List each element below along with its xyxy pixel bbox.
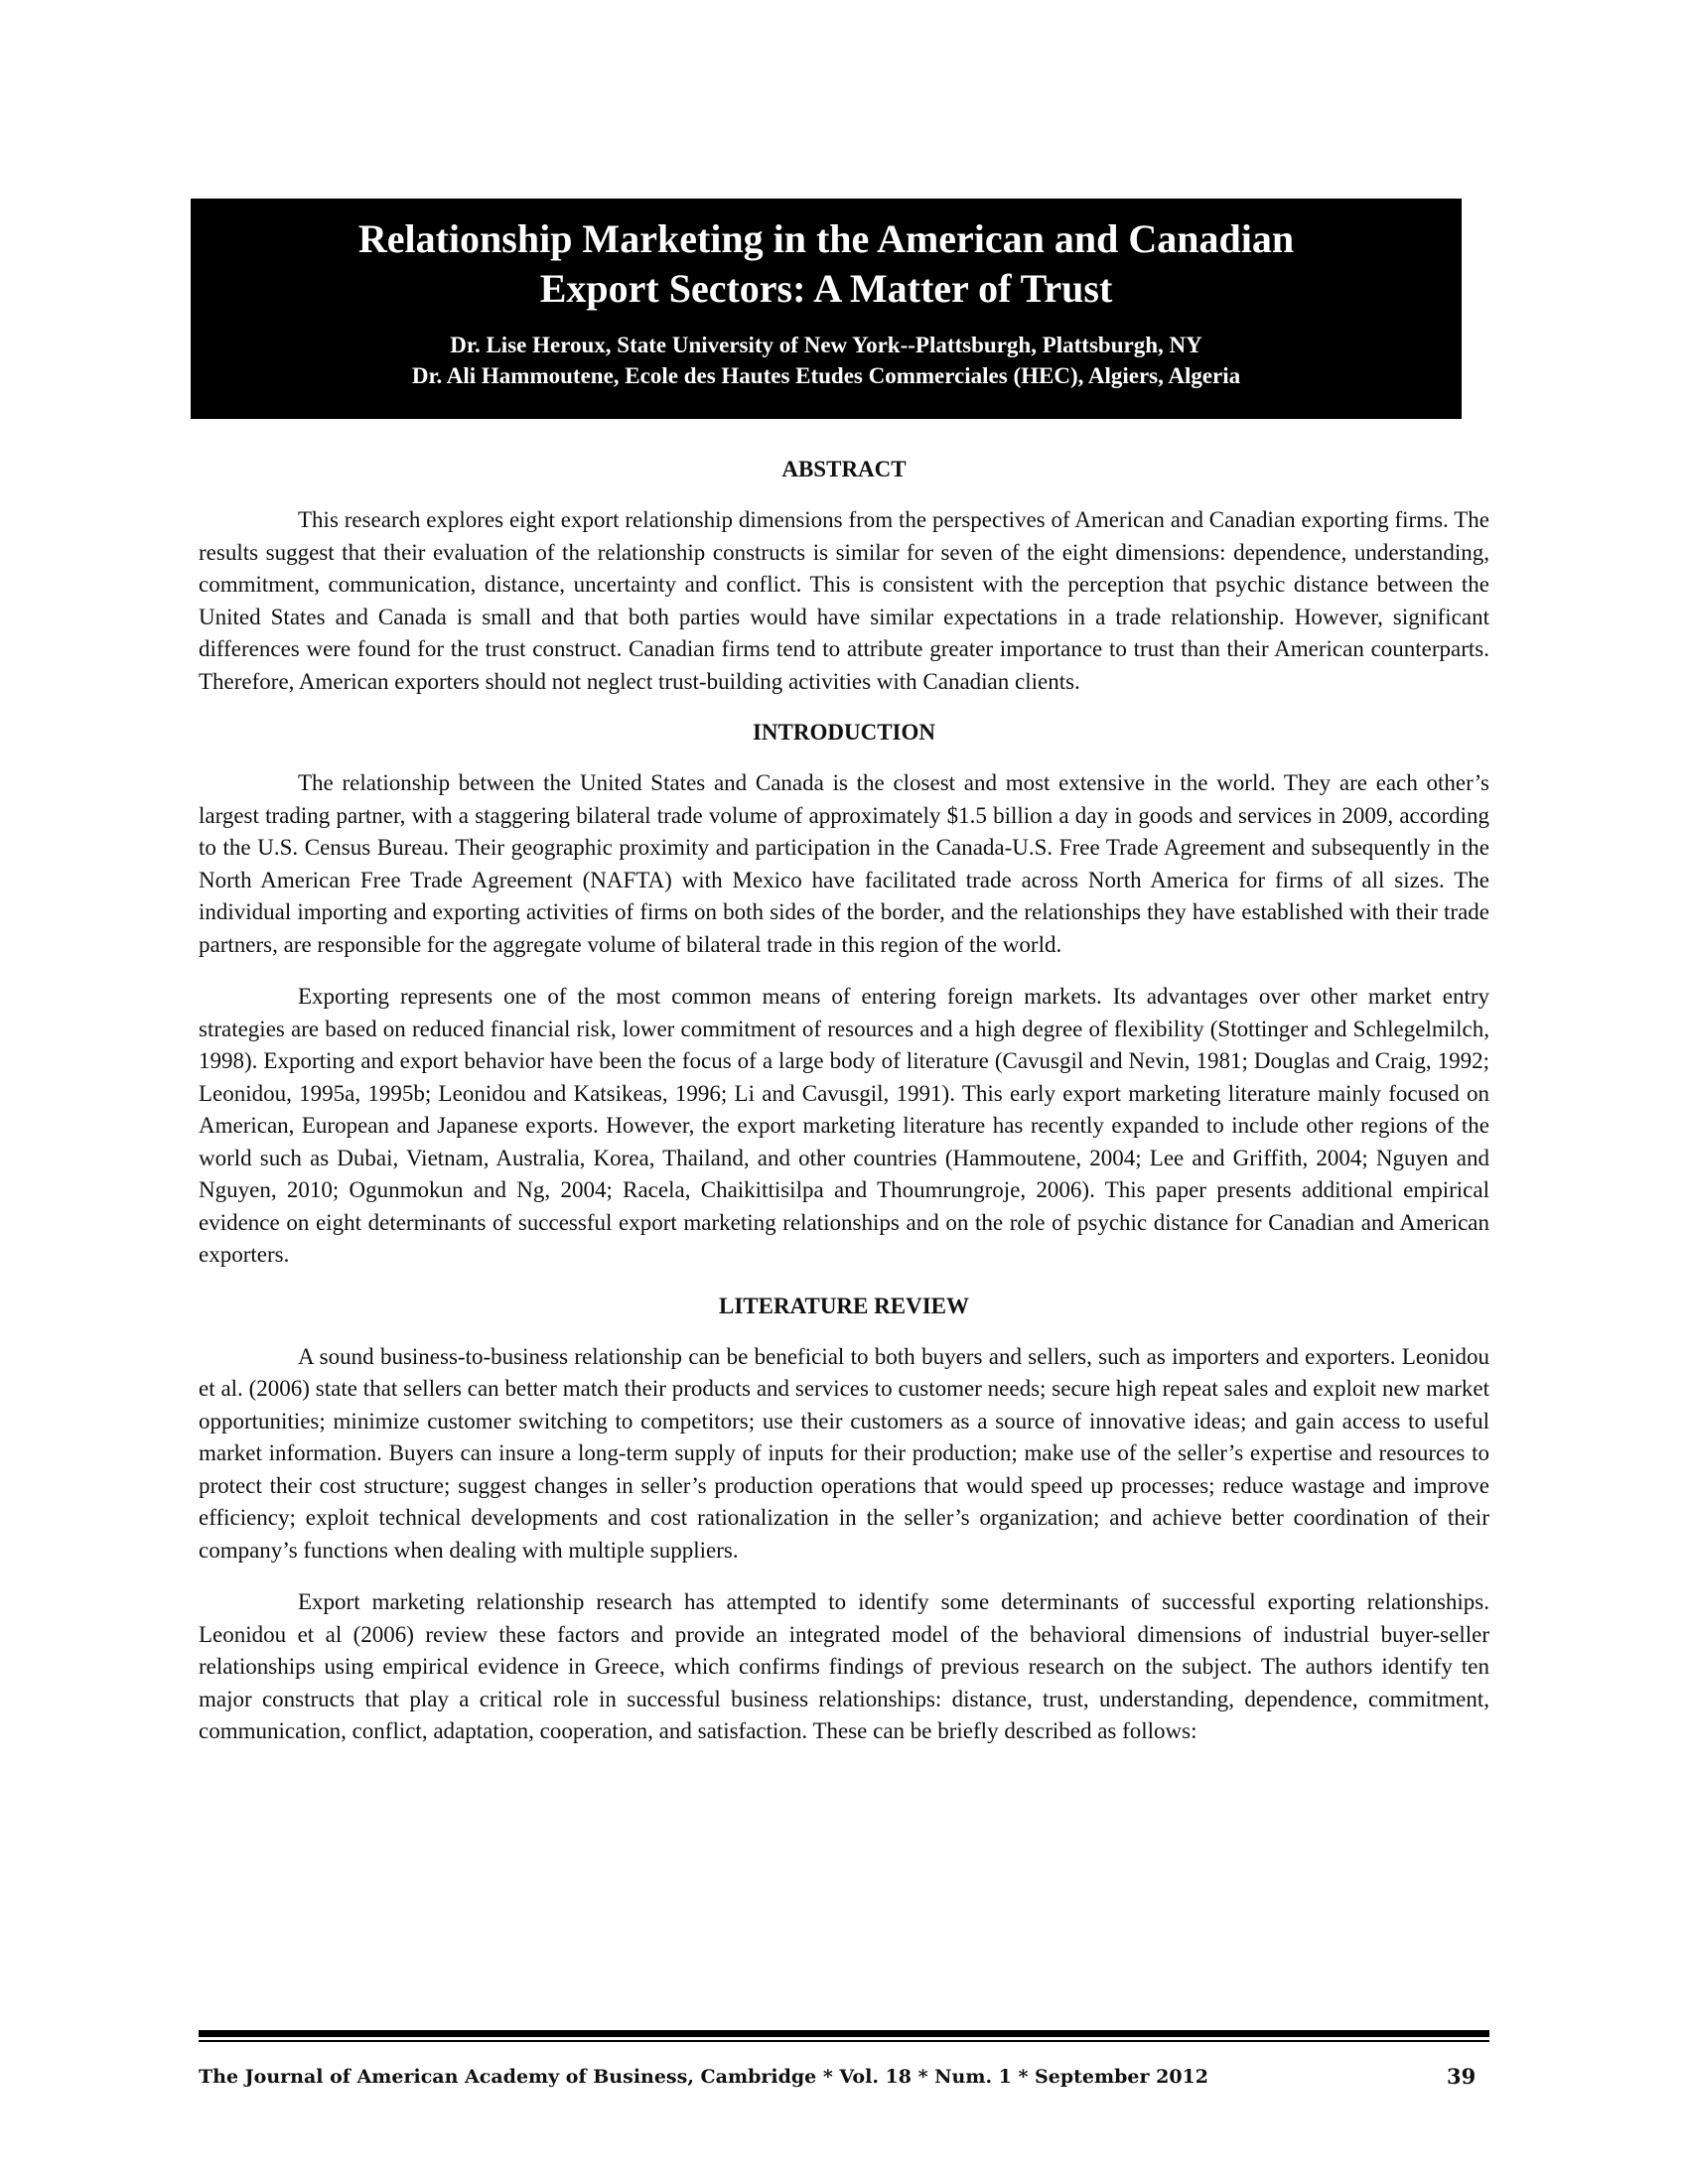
introduction-paragraph-1: The relationship between the United States and Canada is the closest and most extensive in the world. They are each other’s largest trading partner, with a staggering bilateral trade volume of approximately $1.5 billion a day in goods and services in 2009, according to the U.S. Census Bureau. Their geographic proximity and participation in the Canada-U.S. Free Trade Agreement and subsequently in the North American Free Trade Agreement (NAFTA) with Mexico have facilitated trade across North America for firms of all sizes. The individual importing and exporting activities of firms on both sides of the border, and the relationships they have established with their trade partners, are responsible for the aggregate volume of bilateral trade in this region of the world. (199, 770, 1489, 957)
footer-row (199, 2064, 1489, 2094)
page-number: 39 (1447, 2064, 1477, 2089)
article-title-line-1: Relationship Marketing in the American and Canadian (357, 216, 1295, 261)
page-footer (199, 2030, 1489, 2094)
article-title-line-2: Export Sectors: A Matter of Trust (539, 266, 1113, 311)
abstract-paragraph: This research explores eight export relationship dimensions from the perspectives of American and Canadian exporting firms. The results suggest that their evaluation of the relationship constructs is similar for seven of the eight dimensions: dependence, understanding, commitment, communication, distance, uncertainty and conflict. This is consistent with the perception that psychic distance between the United States and Canada is small and that both parties would have similar expectations in a trade relationship. However, significant differences were found for the trust construct. Canadian firms tend to attribute greater importance to trust than their American counterparts. Therefore, American exporters should not neglect trust-building activities with Canadian clients. (199, 507, 1489, 694)
author-list (191, 330, 1462, 391)
literature-review-paragraph-1: A sound business-to-business relationship can be beneficial to both buyers and sellers, such as importers and exporters. Leonidou et al. (2006) state that sellers can better match their products and services to customer needs; secure high repeat sales and exploit new market opportunities; minimize customer switching to competitors; use their customers as a source of innovative ideas; and gain access to useful market information. Buyers can insure a long-term supply of inputs for their production; make use of the seller’s expertise and resources to protect their cost structure; suggest changes in seller’s production operations that would speed up processes; reduce wastage and improve efficiency; exploit technical developments and cost rationalization in the seller’s organization; and achieve better coordination of their company’s functions when dealing with multiple suppliers. (199, 1343, 1489, 1563)
title-banner (191, 199, 1462, 419)
footer-divider-thin (199, 2040, 1489, 2042)
article-body (199, 455, 1489, 1768)
literature-review-paragraph-2: Export marketing relationship research has attempted to identify some determinants of successful exporting relationships. Leonidou et al (2006) review these factors and provide an integrated model of the behavioral dimensions of industrial buyer-seller relationships using empirical evidence in Greece, which confirms findings of previous research on the subject. The authors identify ten major constructs that play a critical role in successful business relationships: distance, trust, understanding, dependence, commitment, communication, conflict, adaptation, cooperation, and satisfaction. These can be briefly described as follows: (199, 1589, 1489, 1743)
literature-review-heading: LITERATURE REVIEW (719, 1293, 969, 1318)
introduction-heading: INTRODUCTION (752, 720, 936, 745)
journal-citation: The Journal of American Academy of Business, Cambridge * Vol. 18 * Num. 1 * September 2012 (199, 2066, 1209, 2088)
abstract-heading: ABSTRACT (781, 457, 907, 481)
footer-divider-thick (199, 2030, 1489, 2037)
author-2: Dr. Ali Hammoutene, Ecole des Hautes Etudes Commerciales (HEC), Algiers, Algeria (411, 363, 1241, 388)
author-1: Dr. Lise Heroux, State University of New York--Plattsburgh, Plattsburgh, NY (450, 333, 1202, 357)
introduction-paragraph-2: Exporting represents one of the most common means of entering foreign markets. Its advantages over other market entry strategies are based on reduced financial risk, lower commitment of resources and a high degree of flexibility (Stottinger and Schlegelmilch, 1998). Exporting and export behavior have been the focus of a large body of literature (Cavusgil and Nevin, 1981; Douglas and Craig, 1992; Leonidou, 1995a, 1995b; Leonidou and Katsikeas, 1996; Li and Cavusgil, 1991). This early export marketing literature mainly focused on American, European and Japanese exports. However, the export marketing literature has recently expanded to include other regions of the world such as Dubai, Vietnam, Australia, Korea, Thailand, and other countries (Hammoutene, 2004; Lee and Griffith, 2004; Nguyen and Nguyen, 2010; Ogunmokun and Ng, 2004; Racela, Chaikittisilpa and Thoumrungroje, 2006). This paper presents additional empirical evidence on eight determinants of successful export marketing relationships and on the role of psychic distance for Canadian and American exporters. (199, 984, 1489, 1267)
